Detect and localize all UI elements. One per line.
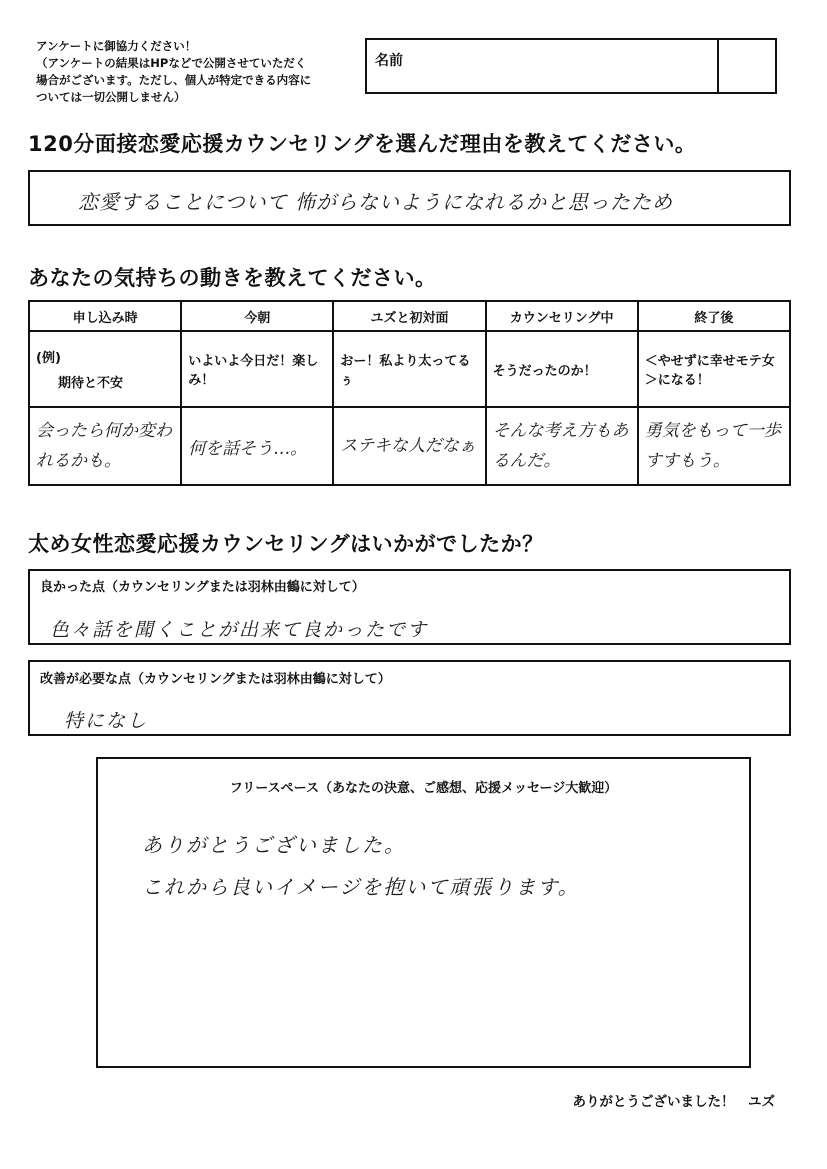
intro-line: ついては一切公開しません） [36, 90, 186, 104]
example-cell [333, 331, 485, 407]
name-field-divider [717, 40, 719, 92]
answer-cell[interactable] [181, 407, 333, 485]
improvement-answer: 特になし [64, 710, 149, 732]
example-cell [638, 331, 790, 407]
answer-cell[interactable] [29, 407, 181, 485]
example-text: 期待と不安 [58, 376, 124, 391]
survey-intro [36, 38, 366, 106]
intro-line: （アンケートの結果はHPなどで公開させていただく [36, 56, 307, 70]
example-label: (例) [36, 351, 61, 366]
improvement-label: 改善が必要な点（カウンセリングまたは羽林由鶴に対して） [40, 672, 391, 687]
q1-heading: 120分面接恋愛応援カウンセリングを選んだ理由を教えてください。 [28, 132, 697, 156]
feelings-answer-row [29, 407, 790, 485]
free-space-title: フリースペース（あなたの決意、ご感想、応援メッセージ大歓迎） [229, 781, 618, 796]
column-header: 今朝 [181, 301, 333, 331]
free-space-line: ありがとうございました。 [142, 833, 406, 857]
example-cell [181, 331, 333, 407]
example-text: いよいよ今日だ！楽しみ！ [188, 354, 319, 388]
feelings-table [28, 300, 791, 486]
column-header: 申し込み時 [29, 301, 181, 331]
improvement-box[interactable] [28, 660, 791, 736]
example-cell [29, 331, 181, 407]
answer-text: 会ったら何か変われるかも。 [36, 421, 172, 471]
name-field[interactable] [365, 38, 777, 94]
example-text: そうだったのか！ [492, 363, 597, 379]
answer-cell[interactable] [333, 407, 485, 485]
q2-heading: あなたの気持ちの動きを教えてください。 [28, 266, 437, 290]
answer-text: 勇気をもって一歩すすもう。 [644, 421, 781, 471]
closing-message: ありがとうございました！ ユズ [572, 1094, 775, 1110]
answer-text: ステキな人だなぁ [340, 436, 477, 456]
example-text: ＜やせずに幸せモテ女＞になる！ [644, 354, 775, 388]
name-label: 名前 [375, 53, 403, 69]
column-header: カウンセリング中 [486, 301, 638, 331]
q3-heading: 太め女性恋愛応援カウンセリングはいかがでしたか？ [28, 532, 544, 556]
example-text: おー！私より太ってるぅ [340, 354, 471, 388]
intro-line: アンケートに御協力ください！ [36, 39, 197, 53]
column-header: 終了後 [638, 301, 790, 331]
example-cell [486, 331, 638, 407]
free-space-box[interactable] [96, 757, 751, 1068]
feelings-table-header [29, 301, 790, 331]
q1-answer-box[interactable] [28, 170, 791, 226]
answer-cell[interactable] [486, 407, 638, 485]
answer-text: そんな考え方もあるんだ。 [492, 421, 629, 471]
good-points-box[interactable] [28, 569, 791, 645]
free-space-line: これから良いイメージを抱いて頑張ります。 [142, 875, 580, 899]
good-points-label: 良かった点（カウンセリングまたは羽林由鶴に対して） [40, 580, 365, 595]
intro-line: 場合がございます。ただし、個人が特定できる内容に [36, 73, 312, 87]
answer-text: 何を話そう…。 [188, 438, 308, 459]
column-header: ユズと初対面 [333, 301, 485, 331]
good-points-answer: 色々話を聞くことが出来て良かったです [50, 619, 429, 641]
answer-cell[interactable] [638, 407, 790, 485]
feelings-example-row [29, 331, 790, 407]
q1-answer: 恋愛することについて 怖がらないようになれるかと思ったため [78, 190, 673, 214]
